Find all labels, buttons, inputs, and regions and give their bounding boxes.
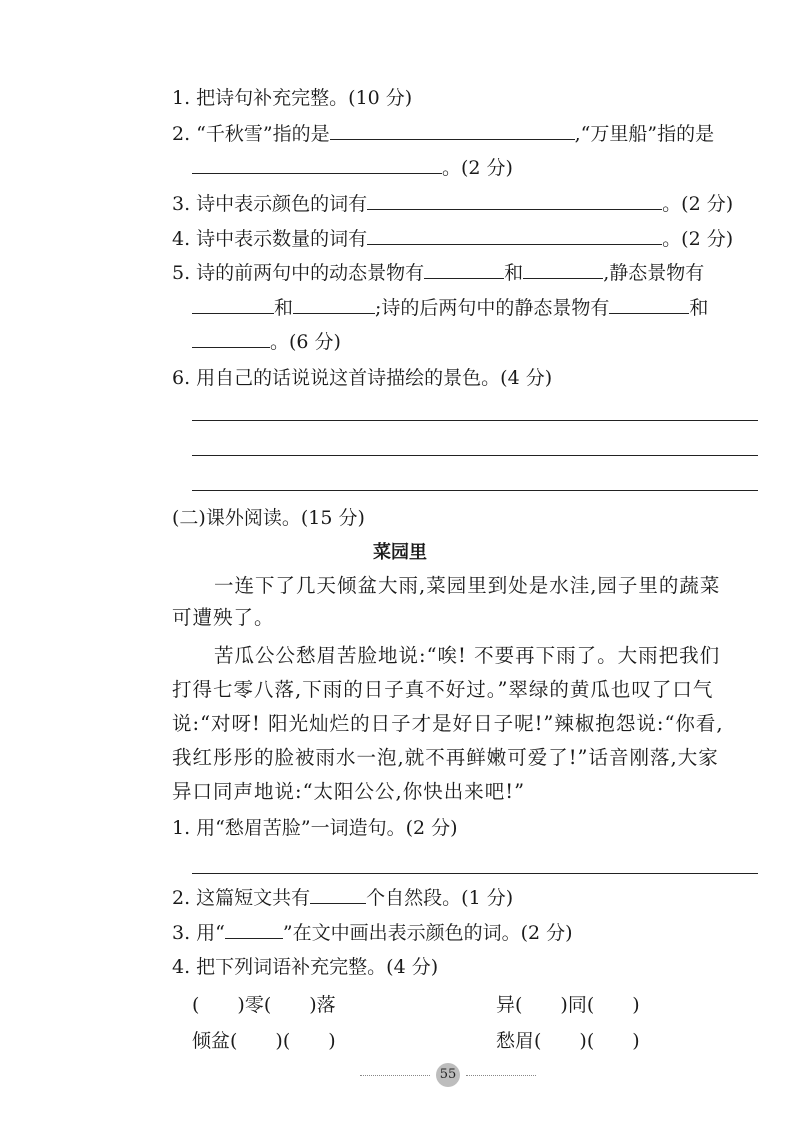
question-2-line2 [192, 153, 513, 182]
passage-para2-line2: 打得七零八落,下雨的日子真不好过。”翠绿的黄瓜也叹了口气 [172, 678, 714, 701]
answer-blank[interactable] [609, 293, 689, 314]
fill-word-4[interactable]: 愁眉( )( ) [496, 1030, 640, 1052]
answer-blank[interactable] [523, 258, 603, 279]
question-5-he1: 和 [504, 262, 524, 284]
question-2-text-b: ,“万里船”指的是 [574, 123, 715, 145]
question-3-text-a: 3. 诗中表示颜色的词有 [172, 193, 368, 215]
footer-dots-left [360, 1075, 430, 1076]
question-5-text-c: ;诗的后两句中的静态景物有 [375, 297, 610, 319]
question-2-text-c: 。(2 分) [442, 157, 513, 179]
writing-line[interactable] [192, 873, 758, 874]
answer-blank[interactable] [367, 224, 662, 245]
answer-blank[interactable] [192, 293, 274, 314]
reading-question-2 [172, 883, 513, 912]
reading-question-3-text-a: 3. 用“ [172, 922, 225, 944]
question-4-text-b: 。(2 分) [662, 228, 734, 250]
writing-line[interactable] [192, 490, 758, 491]
reading-question-3-text-b: ”在文中画出表示颜色的词。(2 分) [282, 922, 573, 944]
passage-para2-line1: 苦瓜公公愁眉苦脸地说:“唉! 不要再下雨了。大雨把我们 [214, 644, 721, 667]
answer-blank[interactable] [330, 119, 575, 140]
answer-blank[interactable] [192, 327, 270, 348]
fill-word-3[interactable]: 倾盆( )( ) [192, 1030, 336, 1052]
passage-para1-line1: 一连下了几天倾盆大雨,菜园里到处是水洼,园子里的蔬菜 [214, 574, 721, 597]
footer-dots-right [466, 1075, 536, 1076]
passage-para2-line3: 说:“对呀! 阳光灿烂的日子才是好日子呢!”辣椒抱怨说:“你看, [172, 712, 724, 735]
question-5-line1 [172, 258, 704, 287]
question-5-he2: 和 [274, 297, 294, 319]
reading-question-4: 4. 把下列词语补充完整。(4 分) [172, 956, 439, 978]
page-footer [0, 1063, 800, 1087]
passage-para2-line4: 我红彤彤的脸被雨水一泡,就不再鲜嫩可爱了!”话音刚落,大家 [172, 746, 719, 769]
reading-question-2-text-a: 2. 这篇短文共有 [172, 887, 311, 909]
question-2-line1 [172, 119, 714, 148]
reading-question-2-text-b: 个自然段。(1 分) [366, 887, 514, 909]
question-5-text-b: ,静态景物有 [603, 262, 705, 284]
section-heading: (二)课外阅读。(15 分) [172, 507, 365, 529]
question-5-line2 [192, 293, 708, 322]
question-1: 1. 把诗句补充完整。(10 分) [172, 87, 413, 109]
question-4 [172, 224, 733, 253]
fill-word-2[interactable]: 异( )同( ) [496, 994, 640, 1016]
writing-line[interactable] [192, 420, 758, 421]
question-3-text-b: 。(2 分) [662, 193, 734, 215]
passage-para1-line2: 可遭殃了。 [172, 606, 275, 629]
passage-para2-line5: 异口同声地说:“太阳公公,你快出来吧!” [172, 780, 526, 803]
page-number: 55 [436, 1063, 460, 1087]
question-5-text-d: 。(6 分) [270, 331, 341, 353]
answer-blank[interactable] [192, 153, 442, 174]
answer-blank[interactable] [310, 883, 366, 904]
answer-blank[interactable] [293, 293, 375, 314]
reading-question-3 [172, 918, 573, 947]
writing-line[interactable] [192, 455, 758, 456]
question-5-text-a: 5. 诗的前两句中的动态景物有 [172, 262, 425, 284]
question-5-he3: 和 [689, 297, 709, 319]
question-5-line3 [192, 327, 341, 356]
fill-word-1[interactable]: ( )零( )落 [192, 994, 336, 1016]
passage-title: 菜园里 [373, 542, 427, 563]
question-6: 6. 用自己的话说说这首诗描绘的景色。(4 分) [172, 367, 553, 389]
question-2-text-a: 2. “千秋雪”指的是 [172, 123, 330, 145]
underline-sample [225, 918, 283, 939]
question-3 [172, 189, 733, 218]
answer-blank[interactable] [367, 189, 662, 210]
question-4-text-a: 4. 诗中表示数量的词有 [172, 228, 368, 250]
answer-blank[interactable] [424, 258, 504, 279]
reading-question-1: 1. 用“愁眉苦脸”一词造句。(2 分) [172, 817, 458, 839]
